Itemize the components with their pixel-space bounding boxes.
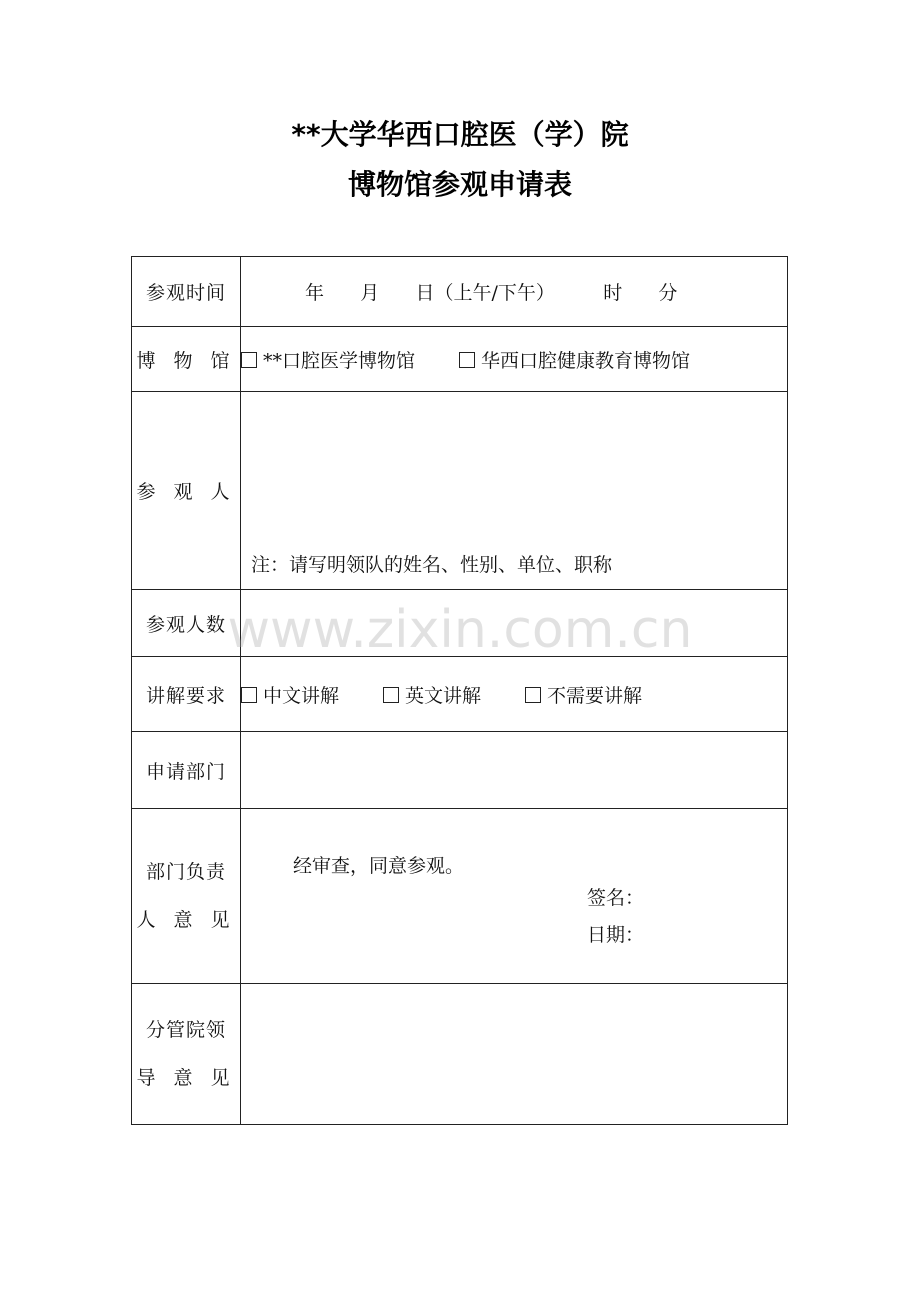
row-visit-time	[132, 257, 788, 327]
leader-field[interactable]	[241, 984, 788, 1125]
museum-option-oral-label: **口腔医学博物馆	[263, 349, 416, 372]
row-museum	[132, 327, 788, 392]
visitors-note: 注：请写明领队的姓名、性别、单位、职称	[251, 554, 613, 576]
row-leader	[132, 984, 788, 1125]
dept-head-field[interactable]	[241, 809, 788, 984]
leader-label-line2: 导 意 见	[136, 1067, 236, 1089]
checkbox-icon[interactable]	[241, 687, 257, 703]
row-visitor-count	[132, 590, 788, 657]
date-label: 日期：	[587, 924, 645, 946]
museum-options	[241, 327, 788, 392]
row-department	[132, 732, 788, 809]
row-dept-head	[132, 809, 788, 984]
department-field[interactable]	[241, 732, 788, 809]
guide-options	[241, 657, 788, 732]
visitors-field[interactable]	[241, 392, 788, 590]
guide-option-english[interactable]	[383, 685, 481, 707]
visitor-count-label: 参观人数	[132, 590, 241, 657]
checkbox-icon[interactable]	[525, 687, 541, 703]
dept-head-label-line1: 部门负责	[145, 861, 226, 883]
visitor-count-field[interactable]	[241, 590, 788, 657]
dept-head-label-line2: 人 意 见	[136, 909, 236, 931]
checkbox-icon[interactable]	[241, 352, 257, 368]
signature-label: 签名：	[587, 887, 645, 909]
visit-time-label: 参观时间	[132, 257, 241, 327]
guide-label: 讲解要求	[132, 657, 241, 732]
application-form-table	[131, 256, 788, 1125]
checkbox-icon[interactable]	[383, 687, 399, 703]
museum-label: 博 物 馆	[132, 327, 241, 392]
guide-option-chinese[interactable]	[241, 685, 339, 707]
dept-head-label	[132, 809, 241, 984]
guide-option-chinese-label: 中文讲解	[263, 684, 340, 707]
museum-option-health-label: 华西口腔健康教育博物馆	[481, 349, 691, 372]
form-title-line1: **大学华西口腔医（学）院	[291, 118, 629, 151]
museum-option-health[interactable]	[459, 350, 690, 372]
leader-label-line1: 分管院领	[145, 1019, 226, 1041]
department-label: 申请部门	[132, 732, 241, 809]
approval-text: 经审查，同意参观。	[293, 855, 465, 877]
visitors-label: 参 观 人	[132, 392, 241, 590]
visit-time-field[interactable]: 年 月 日（上午/下午） 时 分	[241, 257, 788, 327]
row-visitors	[132, 392, 788, 590]
guide-option-english-label: 英文讲解	[405, 684, 482, 707]
guide-option-none[interactable]	[525, 685, 642, 707]
watermark: www.zixin.com.cn	[227, 600, 693, 660]
guide-option-none-label: 不需要讲解	[547, 684, 643, 707]
form-title-line2: 博物馆参观申请表	[347, 168, 572, 201]
row-guide	[132, 657, 788, 732]
museum-option-oral[interactable]	[241, 350, 415, 372]
leader-label	[132, 984, 241, 1125]
checkbox-icon[interactable]	[459, 352, 475, 368]
